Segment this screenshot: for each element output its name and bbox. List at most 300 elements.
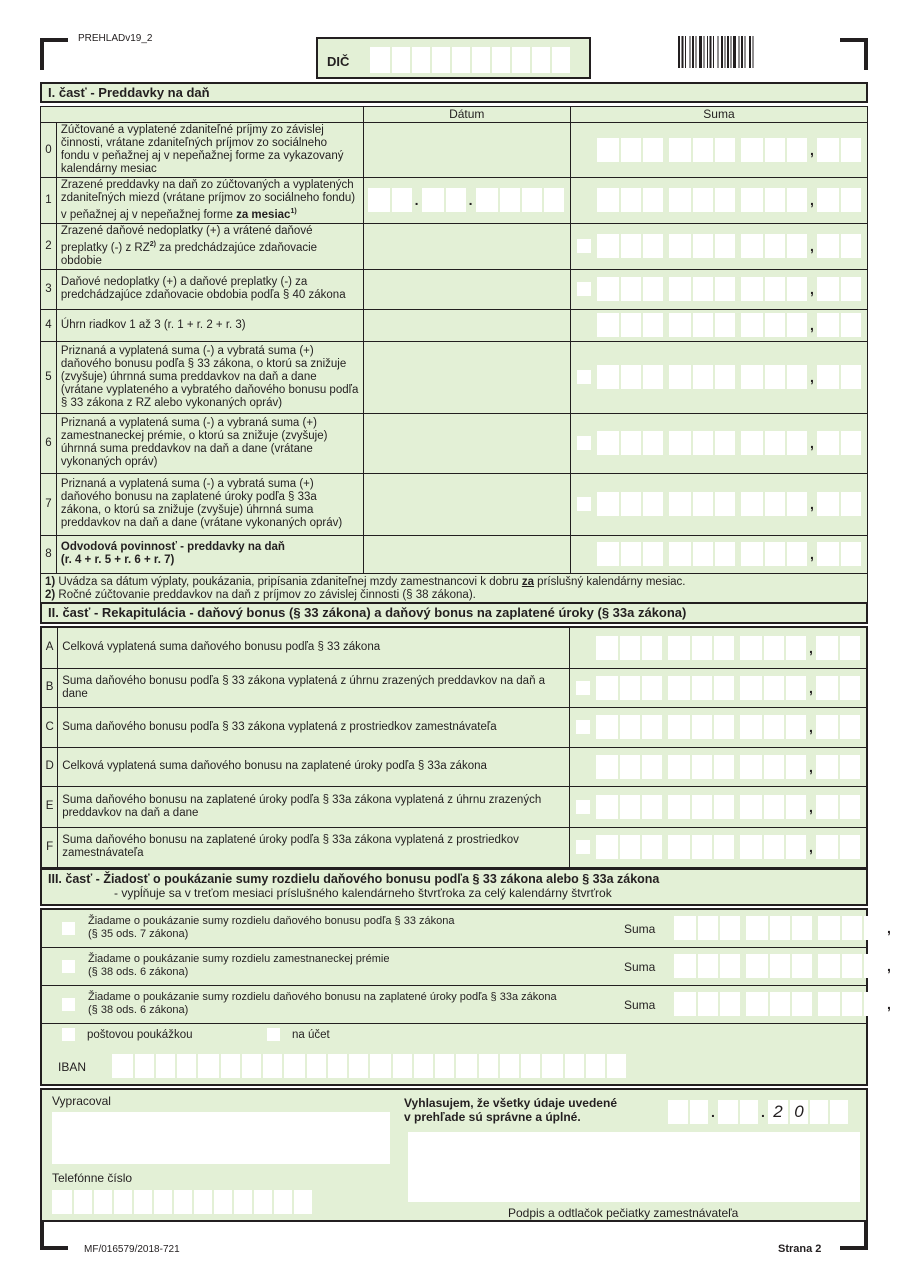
digit-cell[interactable]	[641, 188, 663, 212]
digit-cell[interactable]	[740, 755, 762, 779]
digit-cell[interactable]	[284, 1054, 305, 1078]
digit-cell[interactable]	[641, 492, 663, 516]
digit-cell[interactable]	[619, 313, 641, 337]
digit-cell[interactable]	[152, 1190, 172, 1214]
digit-cell[interactable]	[605, 1054, 626, 1078]
digit-cell[interactable]	[740, 715, 762, 739]
digit-cell[interactable]	[741, 542, 763, 566]
digit-cell[interactable]	[763, 365, 785, 389]
digit-cell[interactable]	[668, 835, 690, 859]
digit-cell[interactable]	[691, 234, 713, 258]
digit-cell[interactable]	[718, 954, 740, 978]
declaration-date-input[interactable]	[668, 1100, 848, 1124]
digit-cell[interactable]	[818, 916, 840, 940]
digit-cell[interactable]	[691, 188, 713, 212]
digit-cell[interactable]	[785, 431, 807, 455]
digit-cell[interactable]	[668, 715, 690, 739]
digit-cell[interactable]	[370, 47, 390, 73]
digit-cell[interactable]	[596, 795, 618, 819]
digit-cell[interactable]	[817, 431, 839, 455]
digit-cell[interactable]	[668, 795, 690, 819]
digit-cell[interactable]	[550, 47, 570, 73]
digit-cell[interactable]	[596, 676, 618, 700]
digit-cell[interactable]	[530, 47, 550, 73]
amount-input[interactable]	[577, 365, 861, 389]
digit-cell[interactable]	[597, 365, 619, 389]
digit-cell[interactable]	[763, 431, 785, 455]
digit-cell[interactable]	[785, 313, 807, 337]
request-checkbox[interactable]	[62, 998, 75, 1011]
digit-cell[interactable]	[690, 676, 712, 700]
digit-cell[interactable]	[584, 1054, 605, 1078]
digit-cell[interactable]	[305, 1054, 326, 1078]
digit-cell[interactable]	[696, 992, 718, 1016]
digit-cell[interactable]	[669, 542, 691, 566]
sign-checkbox[interactable]	[576, 800, 590, 814]
amount-input[interactable]	[577, 234, 861, 258]
digit-cell[interactable]	[619, 542, 641, 566]
digit-cell[interactable]	[784, 755, 806, 779]
sign-checkbox[interactable]	[576, 840, 590, 854]
digit-cell[interactable]	[669, 313, 691, 337]
digit-cell[interactable]	[762, 636, 784, 660]
digit-cell[interactable]	[838, 676, 860, 700]
digit-cell[interactable]	[370, 1054, 391, 1078]
digit-cell[interactable]	[690, 755, 712, 779]
digit-cell[interactable]	[762, 676, 784, 700]
digit-cell[interactable]	[817, 234, 839, 258]
digit-cell[interactable]	[838, 795, 860, 819]
digit-cell[interactable]	[690, 835, 712, 859]
digit-cell[interactable]	[840, 992, 862, 1016]
digit-cell[interactable]	[688, 1100, 708, 1124]
digit-cell[interactable]	[741, 313, 763, 337]
digit-cell[interactable]	[92, 1190, 112, 1214]
digit-cell[interactable]	[862, 992, 884, 1016]
digit-cell[interactable]	[347, 1054, 368, 1078]
digit-cell[interactable]	[368, 188, 390, 212]
digit-cell[interactable]	[597, 542, 619, 566]
digit-cell[interactable]	[172, 1190, 192, 1214]
digit-cell[interactable]	[641, 138, 663, 162]
digit-cell[interactable]	[762, 795, 784, 819]
digit-cell[interactable]	[740, 795, 762, 819]
thousands-group	[597, 542, 663, 566]
digit-cell[interactable]	[816, 795, 838, 819]
digit-cell[interactable]	[618, 835, 640, 859]
digit-cell[interactable]	[641, 542, 663, 566]
digit-cell[interactable]	[740, 835, 762, 859]
digit-cell[interactable]	[838, 755, 860, 779]
digit-cell[interactable]	[563, 1054, 584, 1078]
digit-cell[interactable]	[746, 916, 768, 940]
date-input[interactable]	[368, 188, 566, 212]
digit-cell[interactable]	[894, 916, 909, 940]
digit-cell[interactable]	[272, 1190, 292, 1214]
digit-cell[interactable]	[712, 715, 734, 739]
digit-cell[interactable]	[422, 188, 444, 212]
digit-cell[interactable]	[817, 492, 839, 516]
sign-checkbox[interactable]	[577, 497, 591, 511]
amount-input[interactable]	[577, 431, 861, 455]
digit-cell[interactable]	[691, 313, 713, 337]
digit-cell[interactable]	[519, 1054, 540, 1078]
amount-input[interactable]	[576, 715, 860, 739]
digit-cell[interactable]	[641, 277, 663, 301]
digit-cell[interactable]	[790, 954, 812, 978]
digit-cell[interactable]	[596, 636, 618, 660]
digit-cell[interactable]	[816, 835, 838, 859]
digit-cell[interactable]	[674, 954, 696, 978]
digit-cell[interactable]	[818, 954, 840, 978]
digit-cell[interactable]	[817, 313, 839, 337]
digit-cell[interactable]	[690, 795, 712, 819]
digit-cell[interactable]	[712, 795, 734, 819]
digit-cell[interactable]	[817, 138, 839, 162]
digit-cell[interactable]	[619, 365, 641, 389]
digit-cell[interactable]	[763, 277, 785, 301]
digit-cell[interactable]	[597, 234, 619, 258]
amount-input[interactable]	[577, 542, 861, 566]
digit-cell[interactable]	[597, 188, 619, 212]
digit-cell[interactable]	[816, 755, 838, 779]
digit-cell[interactable]	[640, 636, 662, 660]
amount-input[interactable]	[576, 795, 860, 819]
digit-cell[interactable]	[713, 138, 735, 162]
digit-cell[interactable]	[808, 1100, 828, 1124]
digit-cell[interactable]	[746, 992, 768, 1016]
digit-cell[interactable]	[713, 365, 735, 389]
signature-input[interactable]	[408, 1132, 860, 1202]
digit-cell[interactable]	[763, 542, 785, 566]
digit-cell[interactable]	[476, 188, 498, 212]
digit-cell[interactable]	[713, 492, 735, 516]
amount-input[interactable]	[674, 992, 909, 1016]
amount-input[interactable]	[577, 313, 861, 337]
digit-cell[interactable]	[762, 715, 784, 739]
request-checkbox[interactable]	[62, 960, 75, 973]
digit-cell[interactable]	[669, 234, 691, 258]
digit-cell[interactable]	[618, 795, 640, 819]
digit-cell[interactable]	[839, 365, 861, 389]
digit-cell[interactable]	[597, 431, 619, 455]
digit-cell[interactable]	[691, 365, 713, 389]
account-checkbox[interactable]	[267, 1028, 280, 1041]
digit-cell[interactable]	[696, 954, 718, 978]
digit-cell[interactable]	[520, 188, 542, 212]
digit-cell[interactable]	[450, 47, 470, 73]
digit-cell[interactable]	[477, 1054, 498, 1078]
digit-cell[interactable]	[430, 47, 450, 73]
digit-cell[interactable]	[741, 492, 763, 516]
digit-cell[interactable]	[240, 1054, 261, 1078]
amount-input[interactable]	[577, 188, 861, 212]
sign-checkbox[interactable]	[577, 239, 591, 253]
digit-cell[interactable]	[862, 954, 884, 978]
digit-cell[interactable]	[498, 188, 520, 212]
digit-cell[interactable]	[784, 795, 806, 819]
digit-cell[interactable]	[840, 916, 862, 940]
digit-cell[interactable]	[212, 1190, 232, 1214]
digit-cell[interactable]	[542, 188, 564, 212]
digit-cell[interactable]	[219, 1054, 240, 1078]
digit-cell[interactable]	[641, 431, 663, 455]
digit-cell[interactable]	[668, 755, 690, 779]
digit-cell[interactable]	[490, 47, 510, 73]
digit-cell[interactable]	[840, 954, 862, 978]
sign-checkbox[interactable]	[577, 370, 591, 384]
digit-cell[interactable]	[510, 47, 530, 73]
digit-cell[interactable]	[816, 715, 838, 739]
digit-cell[interactable]	[817, 365, 839, 389]
digit-cell[interactable]	[410, 47, 430, 73]
digit-cell[interactable]: 0	[788, 1100, 808, 1124]
iban-input[interactable]	[112, 1054, 628, 1078]
digit-cell[interactable]	[691, 542, 713, 566]
digit-cell[interactable]	[738, 1100, 758, 1124]
amount-input[interactable]	[576, 755, 860, 779]
digit-cell[interactable]	[785, 542, 807, 566]
digit-cell[interactable]	[618, 676, 640, 700]
digit-cell[interactable]	[433, 1054, 454, 1078]
digit-cell[interactable]	[838, 715, 860, 739]
digit-cell[interactable]	[597, 492, 619, 516]
digit-cell[interactable]	[816, 636, 838, 660]
digit-cell[interactable]	[641, 234, 663, 258]
digit-cell[interactable]	[839, 542, 861, 566]
digit-cell[interactable]	[619, 431, 641, 455]
digit-cell[interactable]	[828, 1100, 848, 1124]
digit-cell[interactable]	[763, 138, 785, 162]
digit-cell[interactable]	[175, 1054, 196, 1078]
digit-cell[interactable]	[619, 277, 641, 301]
digit-cell[interactable]	[838, 636, 860, 660]
digit-cell[interactable]	[619, 234, 641, 258]
digit-cell[interactable]	[741, 277, 763, 301]
sign-checkbox[interactable]	[576, 681, 590, 695]
digit-cell[interactable]	[763, 188, 785, 212]
digit-cell[interactable]	[713, 313, 735, 337]
digit-cell[interactable]	[784, 636, 806, 660]
digit-cell[interactable]	[839, 234, 861, 258]
digit-cell[interactable]	[817, 542, 839, 566]
digit-cell[interactable]	[817, 188, 839, 212]
digit-cell[interactable]	[198, 1054, 219, 1078]
digit-cell[interactable]	[619, 138, 641, 162]
digit-cell[interactable]	[640, 755, 662, 779]
digit-cell[interactable]	[390, 188, 412, 212]
digit-cell[interactable]	[718, 1100, 738, 1124]
digit-cell[interactable]	[741, 188, 763, 212]
digit-cell[interactable]	[674, 916, 696, 940]
phone-input[interactable]	[52, 1190, 312, 1214]
digit-cell[interactable]	[619, 492, 641, 516]
digit-cell[interactable]	[839, 277, 861, 301]
iban-group	[456, 1054, 540, 1078]
digit-cell[interactable]	[618, 715, 640, 739]
digit-cell[interactable]	[640, 835, 662, 859]
digit-cell[interactable]	[741, 431, 763, 455]
digit-cell[interactable]	[785, 365, 807, 389]
digit-cell[interactable]	[817, 277, 839, 301]
digit-cell[interactable]	[762, 755, 784, 779]
digit-cell[interactable]	[232, 1190, 252, 1214]
digit-cell[interactable]	[790, 916, 812, 940]
sign-checkbox[interactable]	[576, 720, 590, 734]
digit-cell[interactable]	[292, 1190, 312, 1214]
digit-cell[interactable]	[713, 542, 735, 566]
digit-cell[interactable]	[784, 676, 806, 700]
digit-cell[interactable]	[597, 277, 619, 301]
amount-input[interactable]	[576, 676, 860, 700]
digit-cell[interactable]	[785, 138, 807, 162]
digit-cell[interactable]	[618, 636, 640, 660]
digit-cell[interactable]	[862, 916, 884, 940]
digit-cell[interactable]	[669, 188, 691, 212]
digit-cell[interactable]	[261, 1054, 282, 1078]
digit-cell[interactable]	[768, 992, 790, 1016]
digit-cell[interactable]	[669, 492, 691, 516]
digit-cell[interactable]	[785, 277, 807, 301]
amount-input[interactable]	[674, 954, 909, 978]
digit-cell[interactable]	[668, 636, 690, 660]
digit-cell[interactable]	[784, 715, 806, 739]
digit-cell[interactable]	[412, 1054, 433, 1078]
digit-cell[interactable]	[52, 1190, 72, 1214]
amount-input[interactable]	[576, 636, 860, 660]
digit-cell[interactable]	[838, 835, 860, 859]
digit-cell[interactable]	[641, 313, 663, 337]
digit-cell[interactable]	[470, 47, 490, 73]
digit-cell[interactable]	[712, 636, 734, 660]
digit-cell[interactable]	[597, 313, 619, 337]
digit-cell[interactable]	[252, 1190, 272, 1214]
digit-cell[interactable]	[741, 138, 763, 162]
digit-cell[interactable]	[674, 992, 696, 1016]
digit-cell[interactable]	[691, 431, 713, 455]
digit-cell[interactable]	[763, 234, 785, 258]
digit-cell[interactable]	[618, 755, 640, 779]
digit-cell[interactable]	[839, 313, 861, 337]
digit-cell[interactable]	[839, 431, 861, 455]
digit-cell[interactable]	[112, 1054, 133, 1078]
dic-input[interactable]	[370, 47, 570, 73]
digit-cell[interactable]	[740, 676, 762, 700]
digit-cell[interactable]	[640, 795, 662, 819]
amount-input[interactable]	[577, 492, 861, 516]
digit-cell[interactable]	[326, 1054, 347, 1078]
digit-cell[interactable]	[894, 992, 909, 1016]
digit-cell[interactable]	[784, 835, 806, 859]
digit-cell[interactable]	[668, 676, 690, 700]
digit-cell[interactable]	[596, 715, 618, 739]
digit-cell[interactable]	[690, 715, 712, 739]
digit-cell[interactable]	[839, 492, 861, 516]
digit-cell[interactable]	[712, 755, 734, 779]
digit-cell[interactable]	[133, 1054, 154, 1078]
digit-cell[interactable]	[785, 188, 807, 212]
digit-cell[interactable]	[456, 1054, 477, 1078]
digit-cell[interactable]	[712, 676, 734, 700]
digit-cell[interactable]	[192, 1190, 212, 1214]
digit-cell[interactable]	[154, 1054, 175, 1078]
digit-cell[interactable]	[785, 234, 807, 258]
col-sum-header: Suma	[570, 107, 867, 123]
digit-cell[interactable]	[444, 188, 466, 212]
digit-cell[interactable]	[713, 188, 735, 212]
digit-cell[interactable]	[691, 277, 713, 301]
digit-cell[interactable]	[696, 916, 718, 940]
request-checkbox[interactable]	[62, 922, 75, 935]
digit-cell[interactable]	[112, 1190, 132, 1214]
digit-cell[interactable]	[763, 492, 785, 516]
digit-cell[interactable]	[498, 1054, 519, 1078]
digit-cell[interactable]	[785, 492, 807, 516]
digit-cell[interactable]	[713, 234, 735, 258]
digit-cell[interactable]	[718, 992, 740, 1016]
digit-cell[interactable]	[768, 916, 790, 940]
digit-cell[interactable]	[763, 313, 785, 337]
amount-input[interactable]	[597, 138, 861, 162]
digit-cell[interactable]	[746, 954, 768, 978]
digit-cell[interactable]	[768, 954, 790, 978]
digit-cell[interactable]	[790, 992, 812, 1016]
digit-cell[interactable]	[596, 835, 618, 859]
digit-cell[interactable]	[839, 188, 861, 212]
digit-cell[interactable]: 2	[768, 1100, 788, 1124]
digit-cell[interactable]	[640, 715, 662, 739]
digit-cell[interactable]	[691, 138, 713, 162]
digit-cell[interactable]	[390, 47, 410, 73]
digit-cell[interactable]	[542, 1054, 563, 1078]
digit-cell[interactable]	[391, 1054, 412, 1078]
amount-input[interactable]	[674, 916, 909, 940]
digit-cell[interactable]	[839, 138, 861, 162]
sign-checkbox[interactable]	[577, 282, 591, 296]
digit-cell[interactable]	[712, 835, 734, 859]
digit-cell[interactable]	[669, 431, 691, 455]
digit-cell[interactable]	[72, 1190, 92, 1214]
digit-cell[interactable]	[741, 365, 763, 389]
digit-cell[interactable]	[713, 431, 735, 455]
digit-cell[interactable]	[691, 492, 713, 516]
amount-input[interactable]	[577, 277, 861, 301]
digit-cell[interactable]	[596, 755, 618, 779]
digit-cell[interactable]	[641, 365, 663, 389]
postal-checkbox[interactable]	[62, 1028, 75, 1041]
digit-cell[interactable]	[669, 138, 691, 162]
digit-cell[interactable]	[740, 636, 762, 660]
amount-input[interactable]	[576, 835, 860, 859]
digit-cell[interactable]	[713, 277, 735, 301]
digit-cell[interactable]	[762, 835, 784, 859]
digit-cell[interactable]	[669, 365, 691, 389]
prepared-by-input[interactable]	[52, 1112, 390, 1164]
digit-cell[interactable]	[816, 676, 838, 700]
digit-cell[interactable]	[640, 676, 662, 700]
digit-cell[interactable]	[619, 188, 641, 212]
digit-cell[interactable]	[894, 954, 909, 978]
digit-cell[interactable]	[669, 277, 691, 301]
digit-cell[interactable]	[132, 1190, 152, 1214]
sign-checkbox[interactable]	[577, 436, 591, 450]
digit-cell[interactable]	[718, 916, 740, 940]
digit-cell[interactable]	[690, 636, 712, 660]
digit-cell[interactable]	[668, 1100, 688, 1124]
digit-cell[interactable]	[818, 992, 840, 1016]
digit-cell[interactable]	[741, 234, 763, 258]
digit-cell[interactable]	[597, 138, 619, 162]
